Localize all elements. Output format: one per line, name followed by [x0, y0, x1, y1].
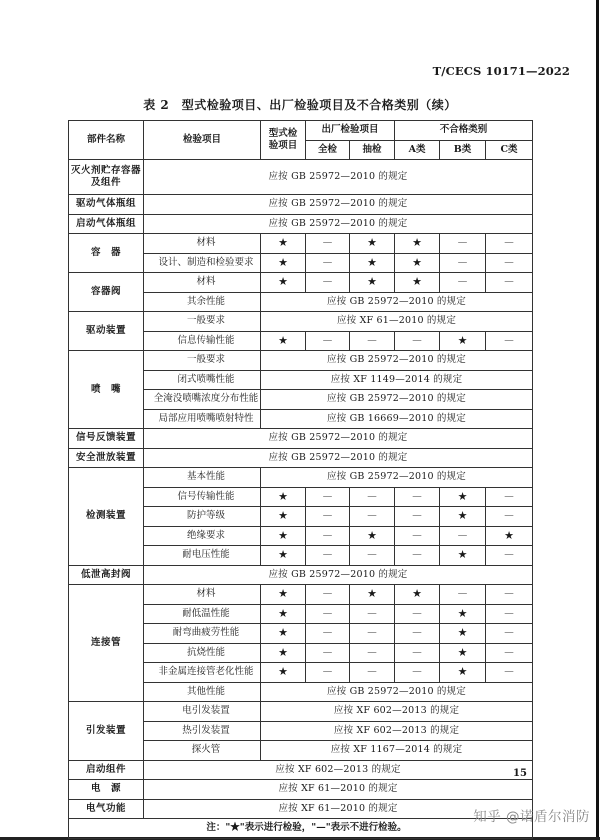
- header-class-b: B类: [440, 140, 486, 160]
- reference-cell: 应按 GB 25972—2010 的规定: [144, 429, 533, 449]
- test-item: 设计、制造和检验要求: [144, 253, 261, 273]
- table-row: [69, 160, 533, 195]
- reference-cell: 应按 GB 16669—2010 的规定: [261, 409, 533, 429]
- test-item: 探火管: [144, 741, 261, 761]
- test-item: 电引发装置: [144, 702, 261, 722]
- table-row: [69, 234, 533, 254]
- dash-icon: —: [306, 624, 350, 644]
- part-name: 低泄高封阀: [69, 565, 144, 585]
- star-icon: ★: [261, 253, 306, 273]
- dash-icon: —: [306, 663, 350, 683]
- star-icon: ★: [440, 487, 486, 507]
- header-class-c: C类: [486, 140, 533, 160]
- part-name: 驱动气体瓶组: [69, 195, 144, 215]
- table-row: [69, 585, 533, 605]
- reference-cell: 应按 XF 61—2010 的规定: [144, 799, 533, 819]
- dash-icon: —: [440, 585, 486, 605]
- part-name: 容 器: [69, 234, 144, 273]
- dash-icon: —: [350, 663, 395, 683]
- dash-icon: —: [306, 273, 350, 293]
- star-icon: ★: [350, 253, 395, 273]
- reference-cell: 应按 XF 1149—2014 的规定: [261, 370, 533, 390]
- part-name: 连接管: [69, 585, 144, 702]
- star-icon: ★: [261, 487, 306, 507]
- part-name: 灭火剂贮存容器及组件: [69, 160, 144, 195]
- star-icon: ★: [395, 273, 440, 293]
- test-item: 一般要求: [144, 351, 261, 371]
- dash-icon: —: [350, 487, 395, 507]
- table-row: [69, 214, 533, 234]
- table-row: [69, 565, 533, 585]
- star-icon: ★: [440, 546, 486, 566]
- dash-icon: —: [486, 643, 533, 663]
- star-icon: ★: [261, 546, 306, 566]
- dash-icon: —: [350, 331, 395, 351]
- dash-icon: —: [395, 526, 440, 546]
- star-icon: ★: [395, 234, 440, 254]
- reference-cell: 应按 GB 25972—2010 的规定: [144, 565, 533, 585]
- table-row: [69, 780, 533, 800]
- star-icon: ★: [261, 585, 306, 605]
- reference-cell: 应按 XF 1167—2014 的规定: [261, 741, 533, 761]
- dash-icon: —: [486, 624, 533, 644]
- dash-icon: —: [350, 643, 395, 663]
- dash-icon: —: [395, 487, 440, 507]
- test-item: 耐弯曲疲劳性能: [144, 624, 261, 644]
- dash-icon: —: [395, 604, 440, 624]
- dash-icon: —: [440, 273, 486, 293]
- table-row: [69, 195, 533, 215]
- inspection-table: [68, 120, 533, 839]
- test-item: 局部应用喷嘴喷射特性: [144, 409, 261, 429]
- star-icon: ★: [440, 507, 486, 527]
- part-name: 安全泄放装置: [69, 448, 144, 468]
- reference-cell: 应按 XF 602—2013 的规定: [144, 760, 533, 780]
- test-item: 其余性能: [144, 292, 261, 312]
- dash-icon: —: [486, 331, 533, 351]
- star-icon: ★: [261, 273, 306, 293]
- dash-icon: —: [350, 546, 395, 566]
- test-item: 全淹没喷嘴浓度分布性能: [144, 390, 261, 410]
- star-icon: ★: [350, 526, 395, 546]
- test-item: 其他性能: [144, 682, 261, 702]
- dash-icon: —: [486, 663, 533, 683]
- test-item: 材料: [144, 273, 261, 293]
- test-item: 基本性能: [144, 468, 261, 488]
- page-number: 15: [513, 768, 527, 779]
- scan-edge-right: [596, 0, 599, 840]
- dash-icon: —: [306, 253, 350, 273]
- table-row: [69, 351, 533, 371]
- test-item: 耐电压性能: [144, 546, 261, 566]
- test-item: 信号传输性能: [144, 487, 261, 507]
- part-name: 启动气体瓶组: [69, 214, 144, 234]
- dash-icon: —: [395, 331, 440, 351]
- watermark: 知乎 @诺盾尔消防: [473, 809, 590, 825]
- reference-cell: 应按 GB 25972—2010 的规定: [261, 682, 533, 702]
- dash-icon: —: [350, 624, 395, 644]
- dash-icon: —: [306, 526, 350, 546]
- dash-icon: —: [350, 507, 395, 527]
- dash-icon: —: [306, 234, 350, 254]
- reference-cell: 应按 XF 61—2010 的规定: [261, 312, 533, 332]
- dash-icon: —: [350, 604, 395, 624]
- dash-icon: —: [486, 273, 533, 293]
- dash-icon: —: [486, 253, 533, 273]
- star-icon: ★: [486, 526, 533, 546]
- reference-cell: 应按 GB 25972—2010 的规定: [144, 195, 533, 215]
- dash-icon: —: [486, 487, 533, 507]
- part-name: 电 源: [69, 780, 144, 800]
- dash-icon: —: [306, 546, 350, 566]
- table-row: [69, 760, 533, 780]
- test-item: 材料: [144, 234, 261, 254]
- dash-icon: —: [440, 526, 486, 546]
- star-icon: ★: [261, 663, 306, 683]
- header-part-name: 部件名称: [69, 121, 144, 160]
- table-note: 注："★"表示进行检验，"—"表示不进行检验。: [69, 819, 533, 839]
- star-icon: ★: [350, 234, 395, 254]
- reference-cell: 应按 GB 25972—2010 的规定: [261, 468, 533, 488]
- table-caption: 表 2 型式检验项目、出厂检验项目及不合格类别（续）: [143, 98, 457, 112]
- star-icon: ★: [440, 624, 486, 644]
- table-row: [69, 702, 533, 722]
- dash-icon: —: [486, 234, 533, 254]
- part-name: 驱动装置: [69, 312, 144, 351]
- star-icon: ★: [395, 253, 440, 273]
- dash-icon: —: [306, 643, 350, 663]
- document-code: T/CECS 10171—2022: [432, 64, 570, 78]
- table-row: [69, 312, 533, 332]
- star-icon: ★: [261, 643, 306, 663]
- table-row: [69, 468, 533, 488]
- test-item: 一般要求: [144, 312, 261, 332]
- dash-icon: —: [306, 487, 350, 507]
- reference-cell: 应按 XF 61—2010 的规定: [144, 780, 533, 800]
- dash-icon: —: [486, 546, 533, 566]
- dash-icon: —: [306, 507, 350, 527]
- table-row: [69, 429, 533, 449]
- star-icon: ★: [261, 604, 306, 624]
- star-icon: ★: [440, 604, 486, 624]
- dash-icon: —: [306, 331, 350, 351]
- dash-icon: —: [306, 585, 350, 605]
- test-item: 抗烧性能: [144, 643, 261, 663]
- test-item: 闭式喷嘴性能: [144, 370, 261, 390]
- header-sample-check: 抽检: [350, 140, 395, 160]
- star-icon: ★: [261, 507, 306, 527]
- header-test-item: 检验项目: [144, 121, 261, 160]
- star-icon: ★: [395, 585, 440, 605]
- part-name: 启动组件: [69, 760, 144, 780]
- dash-icon: —: [440, 234, 486, 254]
- dash-icon: —: [395, 546, 440, 566]
- table-row: [69, 273, 533, 293]
- header-type-test: 型式检验项目: [261, 121, 306, 160]
- test-item: 绝缘要求: [144, 526, 261, 546]
- dash-icon: —: [486, 507, 533, 527]
- dash-icon: —: [395, 507, 440, 527]
- test-item: 热引发装置: [144, 721, 261, 741]
- reference-cell: 应按 GB 25972—2010 的规定: [261, 292, 533, 312]
- header-nonconformity: 不合格类别: [395, 121, 533, 141]
- star-icon: ★: [440, 331, 486, 351]
- part-name: 引发装置: [69, 702, 144, 761]
- star-icon: ★: [261, 526, 306, 546]
- part-name: 喷 嘴: [69, 351, 144, 429]
- dash-icon: —: [395, 624, 440, 644]
- header-class-a: A类: [395, 140, 440, 160]
- header-row-1: [69, 121, 533, 141]
- header-full-check: 全检: [306, 140, 350, 160]
- reference-cell: 应按 GB 25972—2010 的规定: [144, 214, 533, 234]
- part-name: 信号反馈装置: [69, 429, 144, 449]
- test-item: 非金属连接管老化性能: [144, 663, 261, 683]
- reference-cell: 应按 GB 25972—2010 的规定: [261, 351, 533, 371]
- reference-cell: 应按 XF 602—2013 的规定: [261, 702, 533, 722]
- reference-cell: 应按 XF 602—2013 的规定: [261, 721, 533, 741]
- header-factory-test: 出厂检验项目: [306, 121, 395, 141]
- part-name: 检测装置: [69, 468, 144, 566]
- dash-icon: —: [306, 604, 350, 624]
- part-name: 电气功能: [69, 799, 144, 819]
- star-icon: ★: [440, 663, 486, 683]
- star-icon: ★: [350, 273, 395, 293]
- dash-icon: —: [395, 643, 440, 663]
- star-icon: ★: [261, 624, 306, 644]
- star-icon: ★: [261, 234, 306, 254]
- table-row: [69, 448, 533, 468]
- dash-icon: —: [440, 253, 486, 273]
- test-item: 耐低温性能: [144, 604, 261, 624]
- dash-icon: —: [486, 585, 533, 605]
- dash-icon: —: [486, 604, 533, 624]
- reference-cell: 应按 GB 25972—2010 的规定: [144, 160, 533, 195]
- reference-cell: 应按 GB 25972—2010 的规定: [261, 390, 533, 410]
- test-item: 防护等级: [144, 507, 261, 527]
- star-icon: ★: [350, 585, 395, 605]
- reference-cell: 应按 GB 25972—2010 的规定: [144, 448, 533, 468]
- star-icon: ★: [440, 643, 486, 663]
- test-item: 信息传输性能: [144, 331, 261, 351]
- test-item: 材料: [144, 585, 261, 605]
- dash-icon: —: [395, 663, 440, 683]
- star-icon: ★: [261, 331, 306, 351]
- part-name: 容器阀: [69, 273, 144, 312]
